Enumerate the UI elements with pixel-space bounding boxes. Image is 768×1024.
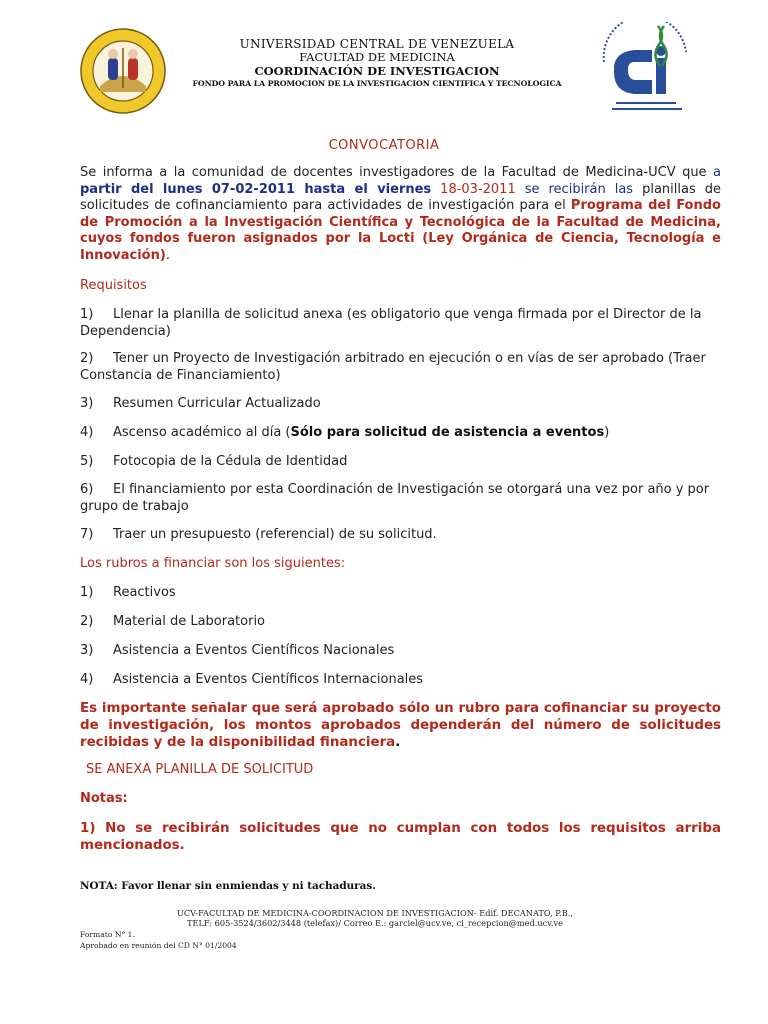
item-number: 7)	[80, 527, 94, 542]
faculty-seal-logo	[80, 28, 166, 114]
coordination-name: COORDINACIÓN DE INVESTIGACION	[254, 64, 500, 78]
item-number: 1)	[80, 585, 94, 600]
list-item	[80, 614, 721, 631]
list-item	[80, 351, 721, 384]
intro-paragraph	[80, 165, 721, 264]
notas-heading: Notas:	[80, 791, 128, 806]
requisitos-heading: Requisitos	[80, 278, 147, 293]
item-number: 4)	[80, 425, 94, 440]
item-number: 1)	[80, 307, 94, 322]
intro-text-4: planillas de solicitudes de cofinanciamiento para actividades de investigación para el	[80, 181, 721, 213]
item-text: Resumen Curricular Actualizado	[113, 396, 321, 411]
item-number: 3)	[80, 643, 94, 658]
list-item	[80, 527, 721, 544]
university-name: UNIVERSIDAD CENTRAL DE VENEZUELA	[239, 37, 515, 51]
intro-end-date: 18-03-2011	[440, 181, 516, 197]
formato-label: Formato N° 1.	[80, 930, 135, 939]
item-text: Asistencia a Eventos Científicos Nacionales	[113, 643, 395, 658]
intro-text-3: se recibirán las	[524, 181, 634, 197]
intro-period: .	[165, 247, 170, 263]
page-title: CONVOCATORIA	[328, 138, 440, 153]
intro-text-2: a	[713, 165, 721, 180]
anexa-heading: SE ANEXA PLANILLA DE SOLICITUD	[86, 762, 314, 777]
header-block	[170, 37, 584, 90]
coordination-logo	[594, 22, 696, 118]
footer-contact: TELF: 605-3524/3602/3448 (telefax)/ Correo E.: garciel@ucv.ve, ci_recepcion@med.ucv.ve	[187, 918, 563, 928]
item-number: 5)	[80, 454, 94, 469]
list-item	[80, 307, 721, 340]
item-text: Tener un Proyecto de Investigación arbitrado en ejecución o en vías de ser aprobado (Traer Constancia de Financiamiento)	[80, 351, 706, 383]
important-text: Es importante señalar que será aprobado sólo un rubro para cofinanciar su proyecto de investigación, los montos aprobados dependerán del número de solicitudes recibidas y de la disponibilidad financiera	[80, 701, 721, 750]
notas-item: 1) No se recibirán solicitudes que no cumplan con todos los requisitos arriba mencionados.	[80, 821, 721, 853]
aprobado-label: Aprobado en reunión del CD N° 01/2004	[80, 941, 237, 950]
fund-name: FONDO PARA LA PROMOCION DE LA INVESTIGACION CIENTIFICA Y TECNOLOGICA	[192, 79, 562, 88]
important-notice	[80, 700, 721, 751]
item-text: Traer un presupuesto (referencial) de su solicitud.	[113, 527, 437, 542]
intro-text-1: Se informa a la comunidad de docentes investigadores de la Facultad de Medicina-UCV que	[80, 165, 707, 180]
item-number: 2)	[80, 351, 94, 366]
item-text: Llenar la planilla de solicitud anexa (es obligatorio que venga firmada por el Director de la Dependencia)	[80, 307, 702, 339]
list-item	[80, 672, 721, 689]
item-number: 4)	[80, 672, 94, 687]
nota-final: NOTA: Favor llenar sin enmiendas y ni tachaduras.	[80, 880, 376, 892]
item-text-end: )	[604, 425, 610, 440]
footer	[140, 908, 610, 928]
item-text: Material de Laboratorio	[113, 614, 266, 629]
list-item	[80, 396, 721, 413]
item-number: 2)	[80, 614, 94, 629]
list-item	[80, 585, 721, 602]
item-text: El financiamiento por esta Coordinación de Investigación se otorgará una vez por año y por grupo de trabajo	[80, 482, 710, 514]
item-number: 3)	[80, 396, 94, 411]
item-number: 6)	[80, 482, 94, 497]
item-text: Asistencia a Eventos Científicos Internacionales	[113, 672, 424, 687]
rubros-heading: Los rubros a financiar son los siguientes:	[80, 556, 346, 571]
list-item	[80, 454, 721, 471]
item-text: Ascenso académico al día (	[113, 425, 291, 440]
intro-date-range: partir del lunes 07-02-2011 hasta el viernes	[80, 181, 432, 197]
item-text: Fotocopia de la Cédula de Identidad	[113, 454, 348, 469]
list-item	[80, 643, 721, 660]
list-item	[80, 482, 721, 515]
item-text: Reactivos	[113, 585, 176, 600]
item-bold-text: Sólo para solicitud de asistencia a eventos	[290, 425, 605, 440]
footer-address: UCV-FACULTAD DE MEDICINA-COORDINACION DE INVESTIGACION- Edif. DECANATO, P.B.,	[177, 908, 573, 918]
important-period: .	[395, 735, 401, 750]
faculty-name: FACULTAD DE MEDICINA	[299, 50, 455, 64]
intro-program: Programa del Fondo de Promoción a la Investigación Científica y Tecnológica de la Facultad de Medicina, cuyos fondos fueron asignados por la Locti (Ley Orgánica de Ciencia, Tecnología e Innovación)	[80, 198, 721, 263]
list-item	[80, 425, 721, 442]
